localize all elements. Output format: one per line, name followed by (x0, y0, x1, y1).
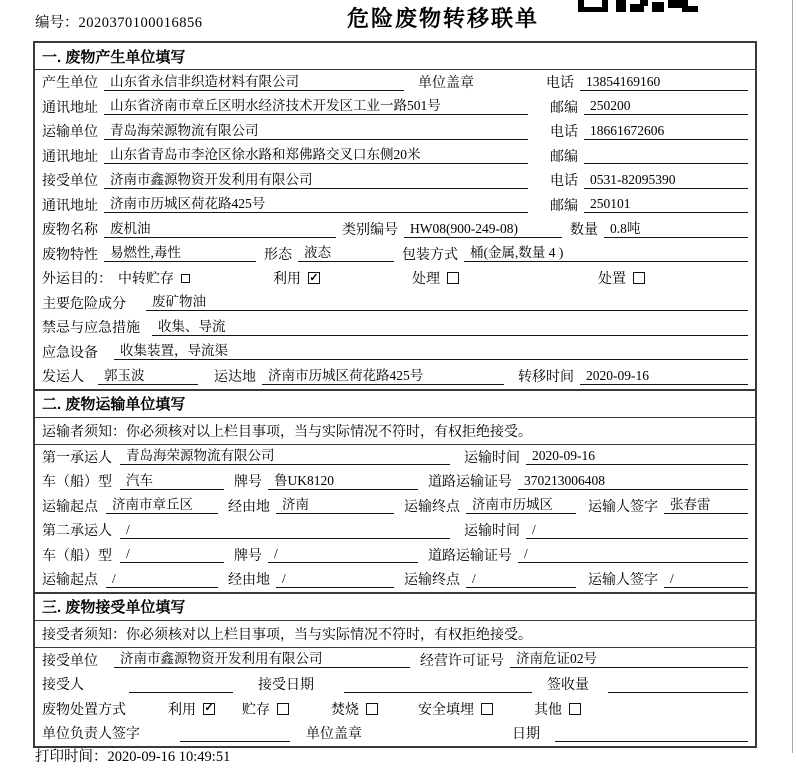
field-value-line (466, 571, 576, 588)
field-value-line (106, 571, 218, 588)
checkbox-label: 利用 (168, 702, 196, 718)
checkbox-label: 处理 (412, 272, 440, 288)
field-value-line (129, 676, 233, 693)
field-label: 经营许可证号 (420, 653, 504, 669)
checkbox-label: 处置 (598, 272, 626, 288)
field-value: 鲁UK8120 (274, 472, 334, 488)
field-value-line (276, 497, 394, 514)
field-value-line (180, 725, 290, 742)
field-label: 牌号 (234, 548, 262, 564)
field-label: 通讯地址 (42, 100, 98, 116)
field-value-line (664, 571, 748, 588)
field-label: 单位盖章 (418, 76, 474, 92)
field-label: 通讯地址 (42, 198, 98, 214)
field-value-line (104, 172, 528, 189)
form-row (35, 672, 755, 697)
field-label: 运输人签字 (588, 573, 658, 589)
form-row (35, 70, 755, 95)
field-value: 液态 (304, 245, 331, 261)
field-value: 2020-09-16 (586, 367, 649, 383)
checkbox-label: 利用 (273, 272, 301, 288)
field-value-line (518, 546, 748, 563)
field-value-line (104, 245, 256, 262)
checkbox-group (418, 699, 493, 719)
field-value: 0.8吨 (610, 220, 641, 236)
field-value: / (126, 546, 130, 562)
field-value-line (104, 221, 336, 238)
field-value: / (670, 570, 674, 586)
field-value: 收集装置，导流渠 (120, 343, 228, 359)
field-label: 运输终点 (404, 499, 460, 515)
field-label: 第二承运人 (42, 524, 112, 540)
notice-text: 接受者须知：你必须核对以上栏目事项，当与实际情况不符时，有权拒绝接受。 (42, 627, 532, 643)
form-row (35, 697, 755, 722)
field-label: 道路运输证号 (428, 475, 512, 491)
field-label: 运输单位 (42, 125, 98, 141)
field-value: / (532, 521, 536, 537)
field-value-line (104, 196, 528, 213)
field-value-line (152, 319, 748, 336)
form-row (35, 364, 755, 389)
field-label: 应急设备 (42, 345, 98, 361)
field-value: 370213006408 (524, 472, 605, 488)
field-value: / (472, 570, 476, 586)
form-row (35, 445, 755, 470)
field-value-line (510, 651, 748, 668)
field-label: 废物特性 (42, 247, 98, 263)
field-label: 产生单位 (42, 76, 98, 92)
field-value-line (104, 123, 528, 140)
field-value: 济南危证02号 (516, 651, 597, 667)
field-value: 2020-09-16 (532, 448, 595, 464)
field-label: 电话 (550, 125, 578, 141)
field-value-line (664, 497, 748, 514)
field-label: 单位负责人签字 (42, 727, 140, 743)
field-value-line (466, 497, 576, 514)
checkbox[interactable]: ✓ (204, 702, 214, 715)
field-value-line (120, 546, 224, 563)
qr-code-fragment (578, 0, 702, 12)
field-value-line (344, 676, 532, 693)
field-value: / (112, 570, 116, 586)
checkbox[interactable] (447, 272, 459, 284)
field-value: 易燃性,毒性 (110, 245, 181, 261)
checkbox-group (331, 699, 378, 719)
page-title: 危险废物转移联单 (346, 6, 539, 31)
form-row (35, 119, 755, 144)
field-value-line (120, 473, 224, 490)
field-value-line (404, 221, 562, 238)
checkbox-label: 安全填埋 (418, 702, 474, 718)
field-value-line (584, 147, 748, 164)
checkbox-label: 焚烧 (331, 702, 359, 718)
page-edge-line (792, 0, 793, 753)
field-label: 接受日期 (258, 678, 314, 694)
doc-number-label: 编号： (35, 15, 79, 31)
field-value-line (120, 522, 450, 539)
field-value-line (580, 74, 748, 91)
checkbox-label: 其他 (534, 702, 562, 718)
field-value-line (526, 448, 748, 465)
field-label: 类别编号 (342, 223, 398, 239)
checkbox[interactable] (569, 703, 581, 715)
field-label: 废物名称 (42, 223, 98, 239)
field-value: 张春雷 (670, 497, 711, 513)
field-label: 签收量 (547, 678, 589, 694)
checkbox[interactable] (633, 272, 645, 284)
section-title: 一. 废物产生单位填写 (35, 43, 755, 70)
field-value: 济南市历城区荷花路425号 (110, 196, 266, 212)
form-row (35, 315, 755, 340)
checkbox-group (412, 268, 459, 288)
field-value-line (518, 473, 748, 490)
field-label: 邮编 (550, 149, 578, 165)
form-row (35, 242, 755, 267)
section-title: 三. 废物接受单位填写 (35, 592, 755, 621)
field-label: 电话 (546, 76, 574, 92)
field-value-line (555, 725, 748, 742)
field-value-line (464, 245, 748, 262)
field-value-line (120, 448, 450, 465)
form-row (35, 168, 755, 193)
field-value: 济南市鑫源物资开发利用有限公司 (120, 651, 323, 667)
field-label: 形态 (264, 247, 292, 263)
form-row (35, 144, 755, 169)
field-value-line (104, 98, 528, 115)
checkbox-group (273, 268, 320, 288)
field-label: 邮编 (550, 198, 578, 214)
field-label: 运输终点 (404, 573, 460, 589)
form-row (35, 621, 755, 648)
field-value-line (268, 546, 418, 563)
field-label: 接受单位 (42, 174, 98, 190)
checkbox-group (598, 268, 645, 288)
field-value: 济南市历城区 (472, 497, 553, 513)
field-value: 青岛海荣源物流有限公司 (126, 448, 275, 464)
checkbox-group (242, 699, 289, 719)
field-label: 包装方式 (402, 247, 458, 263)
form-section (35, 389, 755, 592)
doc-number-value: 2020370100016856 (78, 15, 203, 31)
field-value-line (98, 368, 198, 385)
field-label: 运输时间 (464, 524, 520, 540)
field-label: 电话 (550, 174, 578, 190)
field-value-line (584, 98, 748, 115)
field-value: 250101 (590, 196, 631, 212)
form-row (35, 340, 755, 365)
field-label: 废物处置方式 (42, 702, 126, 718)
field-label: 转移时间 (518, 370, 574, 386)
field-label: 主要危险成分 (42, 296, 126, 312)
field-value: 济南市章丘区 (112, 497, 193, 513)
field-label: 运输人签字 (588, 499, 658, 515)
field-value: 山东省永信非织造材料有限公司 (110, 73, 299, 89)
field-value: / (524, 546, 528, 562)
field-value-line (584, 172, 748, 189)
field-label: 车（船）型 (42, 548, 112, 564)
section-title: 二. 废物运输单位填写 (35, 389, 755, 418)
form-section (35, 592, 755, 746)
form-row (35, 518, 755, 543)
form-row (35, 266, 755, 291)
field-value: 桶(金属,数量 4 ) (470, 245, 564, 261)
form-row (35, 721, 755, 746)
field-value-line (608, 676, 748, 693)
field-label: 道路运输证号 (428, 548, 512, 564)
field-label: 发运人 (42, 370, 84, 386)
field-value-line (526, 522, 748, 539)
print-time-label: 打印时间： (35, 749, 108, 765)
field-label: 外运目的： (42, 272, 112, 288)
form-row (35, 418, 755, 445)
field-value-line (584, 123, 748, 140)
field-value: HW08(900-249-08) (410, 220, 518, 236)
checkbox[interactable]: ✓ (309, 271, 319, 284)
field-value: 青岛海荣源物流有限公司 (110, 122, 259, 138)
checkbox-group (534, 699, 581, 719)
field-value-line (584, 196, 748, 213)
field-value: 汽车 (126, 472, 153, 488)
field-value-line (580, 368, 748, 385)
field-label: 牌号 (234, 475, 262, 491)
form-row (35, 543, 755, 568)
field-value: 山东省青岛市李沧区徐水路和郑佛路交叉口东侧20米 (110, 147, 421, 163)
field-value-line (146, 294, 748, 311)
field-label: 经由地 (228, 499, 270, 515)
field-value-line (114, 651, 410, 668)
field-value: / (274, 546, 278, 562)
field-value: 0531-82095390 (590, 171, 676, 187)
field-value: 济南市历城区荷花路425号 (268, 367, 424, 383)
field-label: 邮编 (550, 100, 578, 116)
field-label: 经由地 (228, 573, 270, 589)
field-value: / (282, 570, 286, 586)
field-label: 禁忌与应急措施 (42, 321, 140, 337)
checkbox[interactable] (277, 703, 289, 715)
field-label: 运输起点 (42, 573, 98, 589)
form-section (35, 43, 755, 389)
field-value-line (114, 343, 748, 360)
field-value-line (104, 74, 404, 91)
field-value: 13854169160 (586, 73, 661, 89)
print-time-value: 2020-09-16 10:49:51 (107, 749, 231, 765)
field-label: 第一承运人 (42, 450, 112, 466)
field-value-line (262, 368, 504, 385)
print-time (35, 745, 230, 766)
field-value: / (126, 521, 130, 537)
field-value-line (604, 221, 748, 238)
form-row (35, 193, 755, 218)
field-value-line (268, 473, 418, 490)
field-value: 废矿物油 (152, 294, 206, 310)
checkbox-group (168, 699, 215, 719)
field-value-line (106, 497, 218, 514)
field-value-line (104, 147, 528, 164)
field-label: 通讯地址 (42, 149, 98, 165)
field-label: 日期 (512, 727, 540, 743)
checkbox[interactable] (181, 274, 190, 283)
field-label: 运达地 (214, 370, 256, 386)
checkbox-group (118, 268, 190, 288)
field-label: 车（船）型 (42, 475, 112, 491)
field-value: 郭玉波 (104, 367, 145, 383)
field-label: 数量 (570, 223, 598, 239)
checkbox-label: 中转贮存 (118, 272, 174, 288)
form-row (35, 648, 755, 673)
field-value: 收集、导流 (158, 318, 226, 334)
field-value-line (276, 571, 394, 588)
checkbox[interactable] (366, 703, 378, 715)
field-label: 单位盖章 (306, 727, 362, 743)
field-label: 运输起点 (42, 499, 98, 515)
checkbox-label: 贮存 (242, 702, 270, 718)
form-row (35, 469, 755, 494)
field-value-line (298, 245, 394, 262)
field-label: 接受人 (42, 678, 84, 694)
field-value: 废机油 (110, 220, 151, 236)
form-row (35, 95, 755, 120)
field-label: 接受单位 (42, 653, 98, 669)
form-row (35, 567, 755, 592)
form-table (33, 41, 757, 748)
field-value: 山东省济南市章丘区明水经济技术开发区工业一路501号 (110, 98, 441, 114)
form-row (35, 291, 755, 316)
field-value: 济南市鑫源物资开发利用有限公司 (110, 171, 313, 187)
form-row (35, 494, 755, 519)
field-label: 运输时间 (464, 450, 520, 466)
notice-text: 运输者须知：你必须核对以上栏目事项，当与实际情况不符时，有权拒绝接受。 (42, 424, 532, 440)
field-value: 18661672606 (590, 122, 665, 138)
form-row (35, 217, 755, 242)
field-value: 济南 (282, 497, 309, 513)
field-value: 250200 (590, 98, 631, 114)
checkbox[interactable] (481, 703, 493, 715)
